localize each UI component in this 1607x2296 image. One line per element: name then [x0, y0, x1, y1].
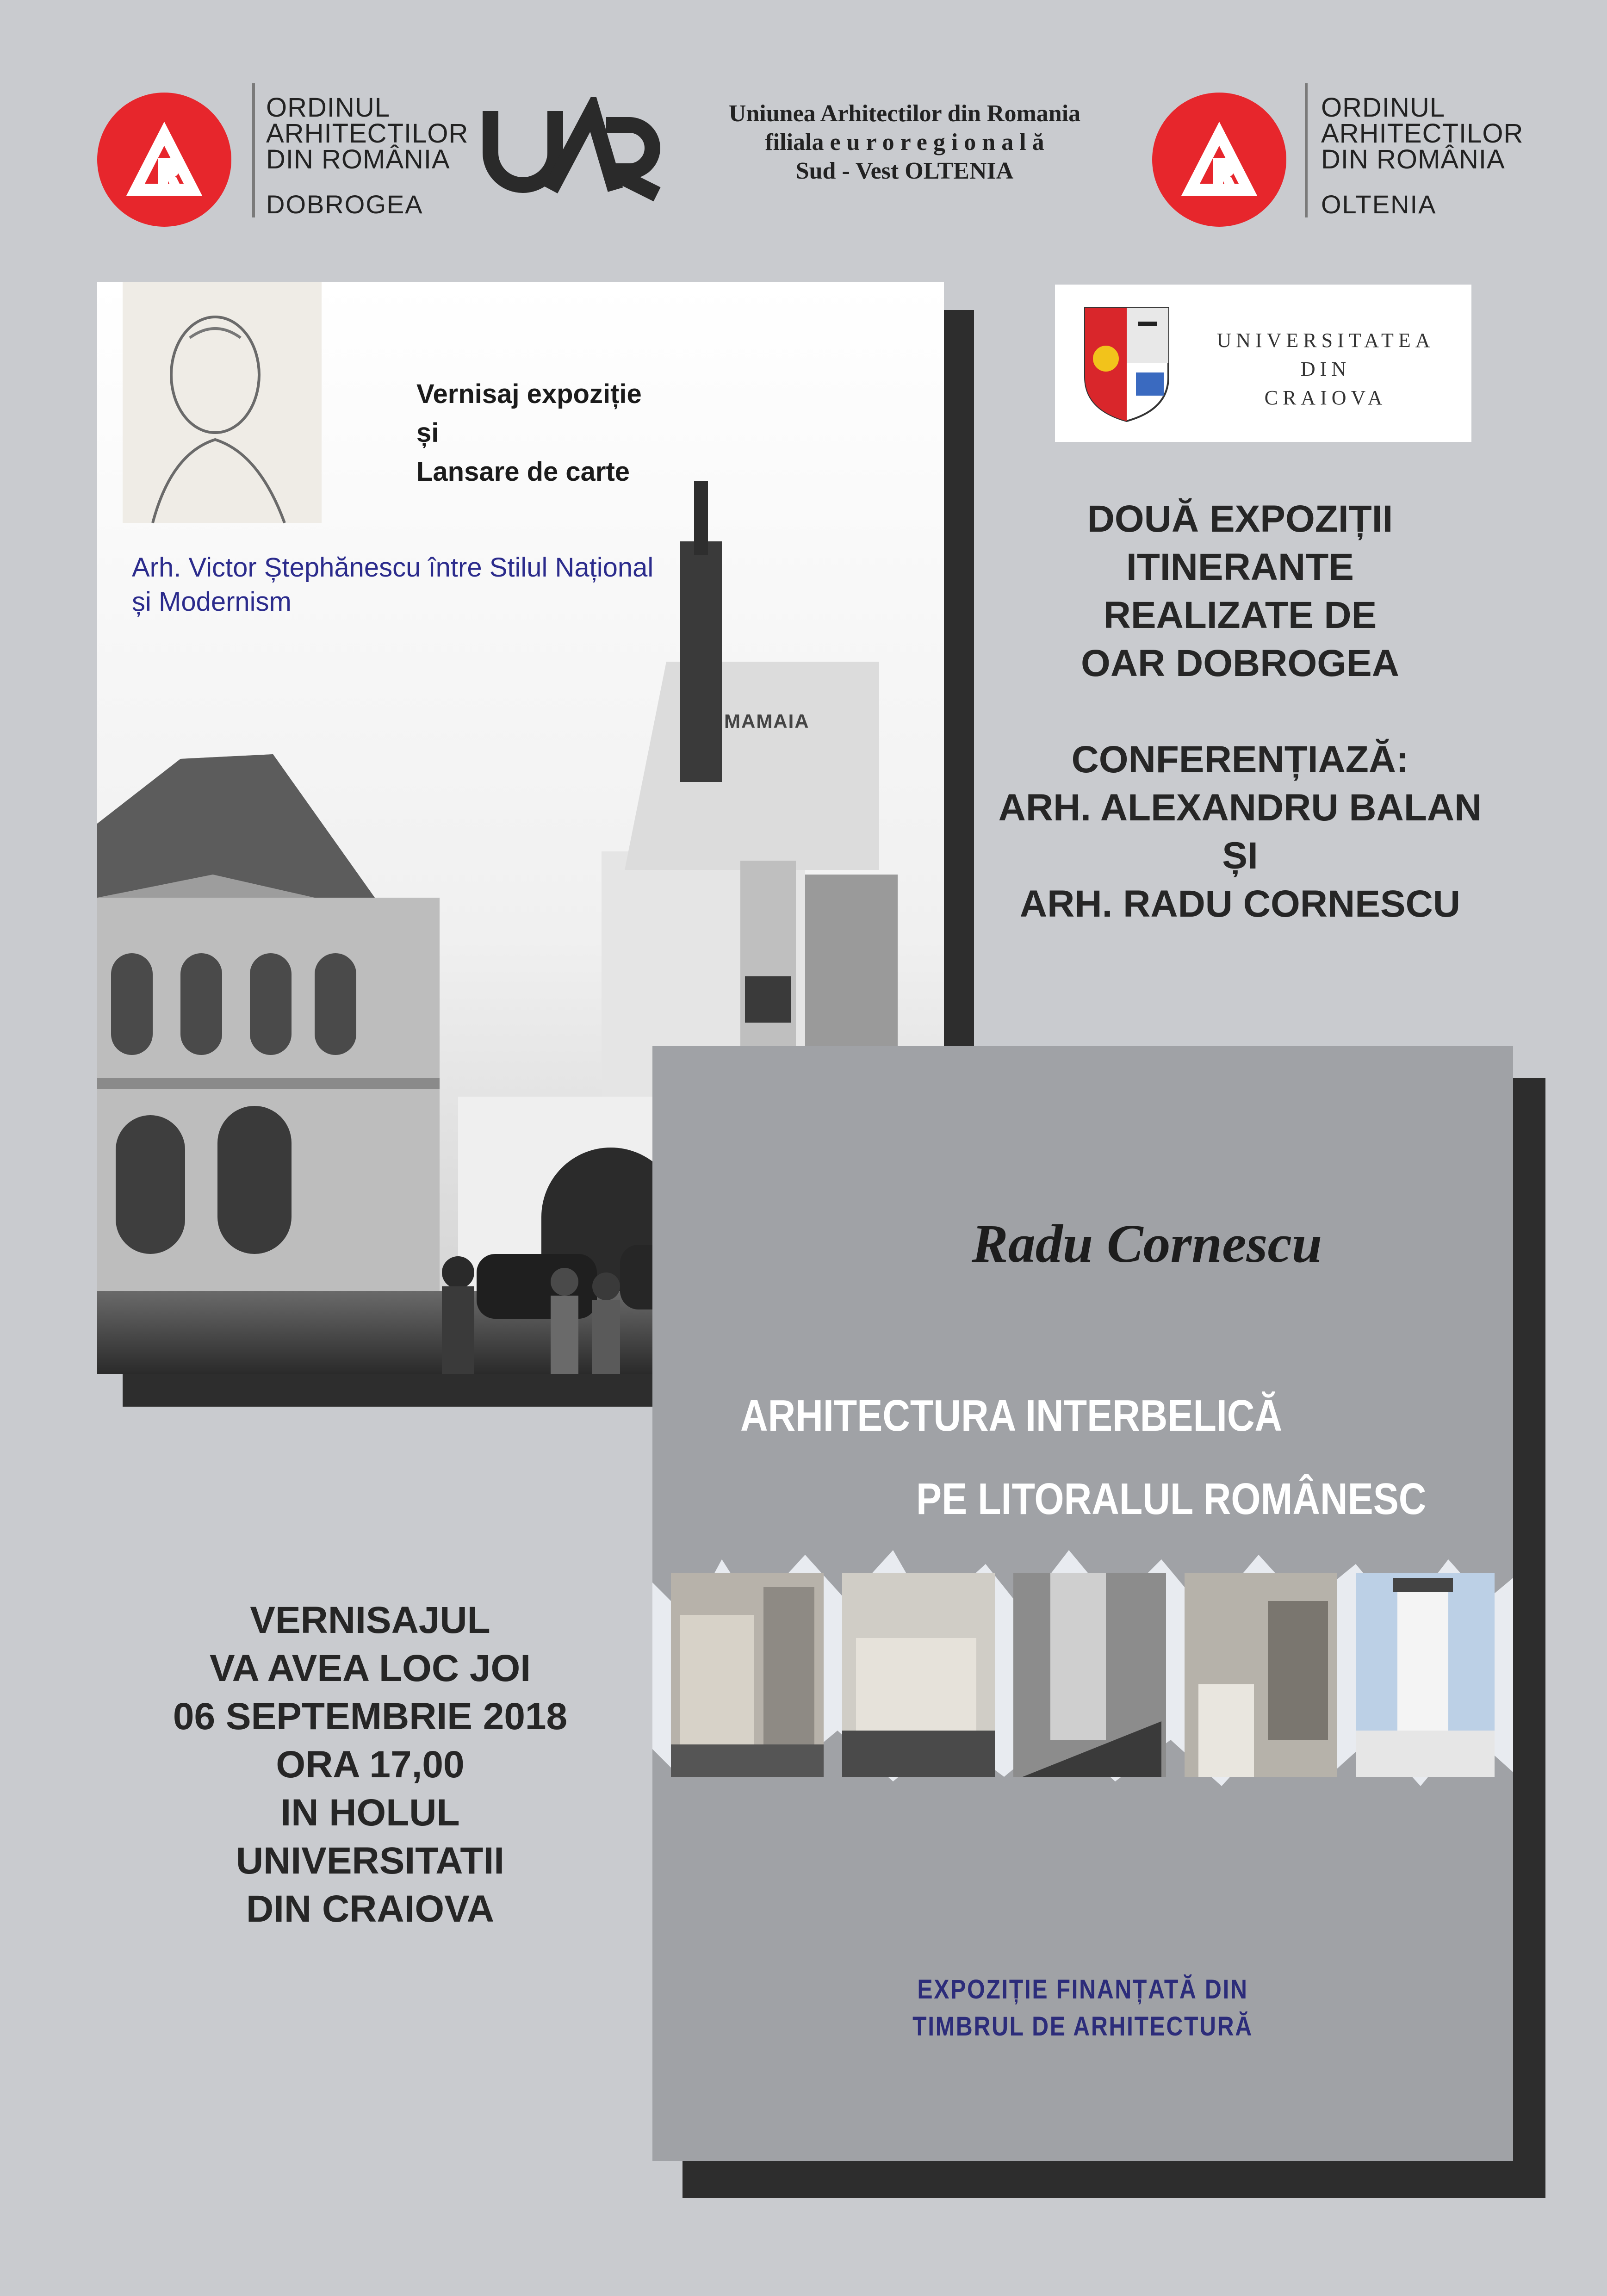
- oar-line3: DIN ROMÂNIA: [1321, 144, 1505, 174]
- oar-branch: OLTENIA: [1321, 190, 1437, 219]
- university-crest-icon: [1080, 303, 1173, 423]
- uar-logo: [481, 97, 666, 204]
- uar-line2: filiala e u r o r e g i o n a l ă: [765, 129, 1044, 155]
- book-title-line2: PE LITORALUL ROMÂNESC: [916, 1474, 1427, 1524]
- vernisaj-line: DIN CRAIOVA: [246, 1888, 495, 1930]
- subtitle-line1: Arh. Victor Ștephănescu între Stilul Național: [132, 552, 654, 583]
- university-line2: DIN: [1300, 358, 1351, 380]
- funding-line2: TIMBRUL DE ARHITECTURĂ: [912, 2011, 1253, 2042]
- uar-logo-icon: [481, 97, 666, 204]
- info-line: OAR DOBROGEA: [1081, 642, 1399, 684]
- vernisaj-date: 06 SEPTEMBRIE 2018: [173, 1695, 568, 1738]
- divider: [252, 83, 255, 217]
- speaker-line: ȘI: [1222, 835, 1258, 877]
- buildings-collage: [652, 1545, 1513, 1805]
- oar-line1: ORDINUL: [266, 93, 391, 123]
- university-line3: CRAIOVA: [1264, 386, 1387, 409]
- uar-text: [666, 99, 1143, 186]
- oar-logo-oltenia: [1152, 93, 1286, 227]
- university-line1: UNIVERSITATEA: [1216, 329, 1435, 352]
- oar-oltenia-text: [1321, 95, 1523, 219]
- book-cover: [652, 1046, 1513, 2161]
- building-sign: MAMAIA: [724, 710, 810, 732]
- speaker-line: ARH. RADU CORNESCU: [1019, 883, 1461, 925]
- university-name: [1194, 326, 1458, 412]
- vernisaj-line: VA AVEA LOC JOI: [209, 1647, 531, 1689]
- info-line: ITINERANTE: [1126, 546, 1354, 588]
- header: [0, 0, 1607, 241]
- oar-line2: ARHITECTILOR: [266, 118, 469, 149]
- vernisaj-line: UNIVERSITATII: [236, 1840, 505, 1882]
- university-logo-box: [1055, 285, 1471, 442]
- info-line: REALIZATE DE: [1103, 594, 1377, 636]
- vernisaj-line: IN HOLUL: [280, 1792, 460, 1834]
- oar-dobrogea-text: [266, 95, 468, 219]
- exhibitions-info: [925, 495, 1555, 928]
- book-author: Radu Cornescu: [972, 1213, 1322, 1274]
- oar-branch: DOBROGEA: [266, 190, 423, 219]
- vernisaj-details: [79, 1596, 662, 1933]
- oar-line1: ORDINUL: [1321, 93, 1446, 123]
- oar-r-icon: [1173, 113, 1266, 206]
- exhibit-subtitle: [132, 551, 653, 619]
- oar-r-icon: [118, 113, 211, 206]
- divider: [1305, 83, 1308, 217]
- oar-line3: DIN ROMÂNIA: [266, 144, 450, 174]
- uar-line3: Sud - Vest OLTENIA: [795, 158, 1014, 184]
- uar-line1: Uniunea Arhitectilor din Romania: [728, 100, 1081, 127]
- oar-line2: ARHITECTILOR: [1321, 118, 1524, 149]
- vernisaj-time: ORA 17,00: [276, 1744, 465, 1786]
- funding-line1: EXPOZIȚIE FINANȚATĂ DIN: [917, 1974, 1248, 2004]
- speaker-line: ARH. ALEXANDRU BALAN: [998, 787, 1482, 829]
- exhibit-heading: [416, 375, 642, 491]
- lansare-de-carte: Lansare de carte: [416, 457, 630, 487]
- oar-logo-dobrogea: [97, 93, 231, 227]
- vernisaj-expozitie: Vernisaj expoziție: [416, 379, 642, 409]
- speaker-line: CONFERENȚIAZĂ:: [1071, 738, 1409, 781]
- funding-note: [828, 1971, 1337, 2045]
- book-title-line1: ARHITECTURA INTERBELICĂ: [740, 1391, 1283, 1440]
- and-text: și: [416, 418, 439, 448]
- vernisaj-line: VERNISAJUL: [250, 1599, 490, 1641]
- subtitle-line2: și Modernism: [132, 587, 292, 617]
- info-line: DOUĂ EXPOZIȚII: [1087, 498, 1393, 540]
